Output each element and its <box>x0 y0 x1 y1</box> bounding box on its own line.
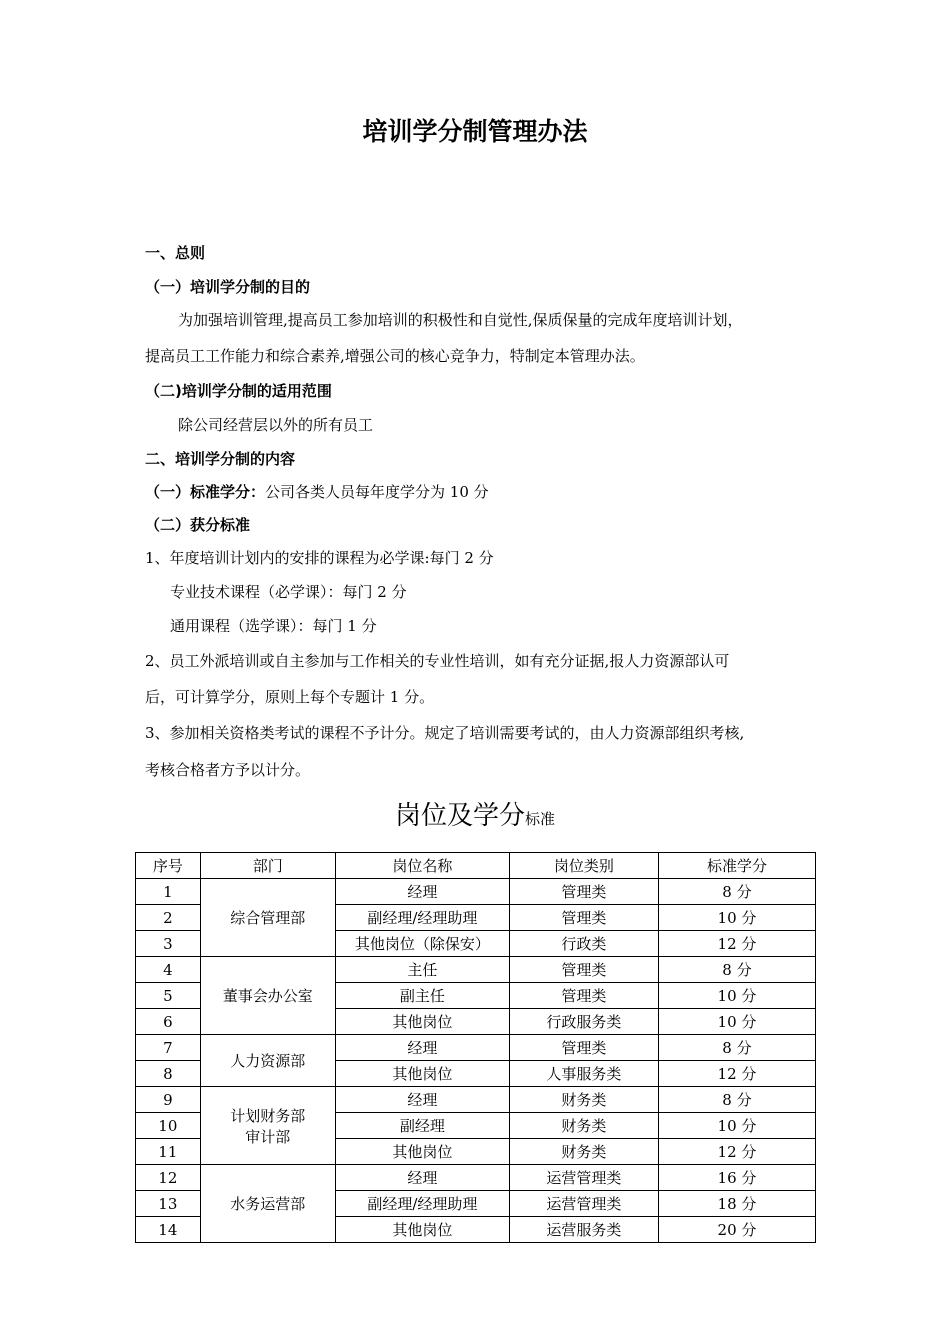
cell-category: 管理类 <box>509 983 658 1009</box>
page-title: 培训学分制管理办法 <box>362 117 588 146</box>
table-row <box>136 1087 816 1113</box>
cell-position: 经理 <box>335 1165 509 1191</box>
cell-position: 其他岗位 <box>335 1009 509 1035</box>
standard-credit-text: 公司各类人员每年度学分为 10 分 <box>265 483 489 501</box>
subsection-scope-heading: （二)培训学分制的适用范围 <box>145 382 332 400</box>
cell-no: 4 <box>136 957 201 983</box>
subsection-scoring-heading: （二）获分标准 <box>145 516 251 534</box>
section-1-heading: 一、总则 <box>145 244 206 262</box>
cell-credit: 8 分 <box>658 1035 815 1061</box>
cell-credit: 12 分 <box>658 1139 815 1165</box>
cell-category: 财务类 <box>509 1087 658 1113</box>
header-no: 序号 <box>136 853 201 879</box>
cell-position: 副经理/经理助理 <box>335 905 509 931</box>
cell-position: 经理 <box>335 1035 509 1061</box>
header-credit: 标准学分 <box>658 853 815 879</box>
table-row <box>136 879 816 905</box>
item-1: 1、年度培训计划内的安排的课程为必学课:每门 2 分 <box>145 549 494 567</box>
cell-position: 其他岗位（除保安） <box>335 931 509 957</box>
cell-category: 运营管理类 <box>509 1165 658 1191</box>
cell-category: 运营服务类 <box>509 1217 658 1243</box>
cell-no: 12 <box>136 1165 201 1191</box>
cell-no: 6 <box>136 1009 201 1035</box>
table-title-suffix: 标准 <box>525 810 556 828</box>
cell-no: 14 <box>136 1217 201 1243</box>
cell-no: 7 <box>136 1035 201 1061</box>
table-header-row <box>136 853 816 879</box>
cell-category: 管理类 <box>509 1035 658 1061</box>
cell-department: 人力资源部 <box>200 1035 335 1087</box>
subsection-purpose-heading: （一）培训学分制的目的 <box>145 278 311 296</box>
cell-position: 主任 <box>335 957 509 983</box>
cell-category: 管理类 <box>509 879 658 905</box>
cell-credit: 8 分 <box>658 957 815 983</box>
scope-paragraph: 除公司经营层以外的所有员工 <box>178 416 374 434</box>
cell-position: 经理 <box>335 1087 509 1113</box>
cell-credit: 8 分 <box>658 1087 815 1113</box>
header-category: 岗位类别 <box>509 853 658 879</box>
cell-no: 2 <box>136 905 201 931</box>
cell-credit: 10 分 <box>658 1113 815 1139</box>
item-3-line-1: 3、参加相关资格类考试的课程不予计分。规定了培训需要考试的，由人力资源部组织考核, <box>145 724 745 742</box>
cell-no: 9 <box>136 1087 201 1113</box>
cell-category: 运营管理类 <box>509 1191 658 1217</box>
item-2-line-2: 后，可计算学分，原则上每个专题计 1 分。 <box>145 688 435 706</box>
cell-credit: 10 分 <box>658 1009 815 1035</box>
cell-no: 11 <box>136 1139 201 1165</box>
cell-category: 人事服务类 <box>509 1061 658 1087</box>
cell-no: 10 <box>136 1113 201 1139</box>
cell-no: 5 <box>136 983 201 1009</box>
cell-category: 财务类 <box>509 1113 658 1139</box>
item-3-line-2: 考核合格者方予以计分。 <box>145 761 311 779</box>
cell-no: 8 <box>136 1061 201 1087</box>
cell-credit: 18 分 <box>658 1191 815 1217</box>
cell-category: 行政类 <box>509 931 658 957</box>
cell-position: 经理 <box>335 879 509 905</box>
cell-no: 13 <box>136 1191 201 1217</box>
cell-position: 副经理 <box>335 1113 509 1139</box>
cell-position: 副主任 <box>335 983 509 1009</box>
cell-department: 水务运营部 <box>200 1165 335 1243</box>
cell-credit: 10 分 <box>658 905 815 931</box>
table-row <box>136 1165 816 1191</box>
standard-credit-line <box>145 481 489 502</box>
cell-credit: 10 分 <box>658 983 815 1009</box>
item-1-sub-a: 专业技术课程（必学课）：每门 2 分 <box>170 583 407 601</box>
cell-credit: 12 分 <box>658 931 815 957</box>
purpose-paragraph-line-2: 提高员工工作能力和综合素养,增强公司的核心竞争力，特制定本管理办法。 <box>145 347 645 365</box>
cell-department: 综合管理部 <box>200 879 335 957</box>
credit-table <box>135 852 816 1243</box>
cell-position: 其他岗位 <box>335 1061 509 1087</box>
cell-credit: 8 分 <box>658 879 815 905</box>
table-title <box>0 795 950 832</box>
cell-position: 副经理/经理助理 <box>335 1191 509 1217</box>
table-row <box>136 957 816 983</box>
cell-no: 1 <box>136 879 201 905</box>
cell-position: 其他岗位 <box>335 1217 509 1243</box>
cell-credit: 12 分 <box>658 1061 815 1087</box>
cell-department: 计划财务部 审计部 <box>200 1087 335 1165</box>
header-position: 岗位名称 <box>335 853 509 879</box>
cell-category: 财务类 <box>509 1139 658 1165</box>
cell-no: 3 <box>136 931 201 957</box>
standard-credit-label: （一）标准学分： <box>145 483 266 501</box>
cell-category: 管理类 <box>509 905 658 931</box>
purpose-paragraph-line-1: 为加强培训管理,提高员工参加培训的积极性和自觉性,保质保量的完成年度培训计划， <box>178 311 743 329</box>
cell-position: 其他岗位 <box>335 1139 509 1165</box>
table-row <box>136 1035 816 1061</box>
table-title-main: 岗位及学分 <box>394 801 525 831</box>
cell-category: 行政服务类 <box>509 1009 658 1035</box>
section-2-heading: 二、培训学分制的内容 <box>145 450 296 468</box>
cell-department: 董事会办公室 <box>200 957 335 1035</box>
cell-credit: 20 分 <box>658 1217 815 1243</box>
cell-category: 管理类 <box>509 957 658 983</box>
item-1-sub-b: 通用课程（选学课）：每门 1 分 <box>170 617 377 635</box>
header-department: 部门 <box>200 853 335 879</box>
item-2-line-1: 2、员工外派培训或自主参加与工作相关的专业性培训，如有充分证据,报人力资源部认可 <box>145 652 730 670</box>
cell-credit: 16 分 <box>658 1165 815 1191</box>
